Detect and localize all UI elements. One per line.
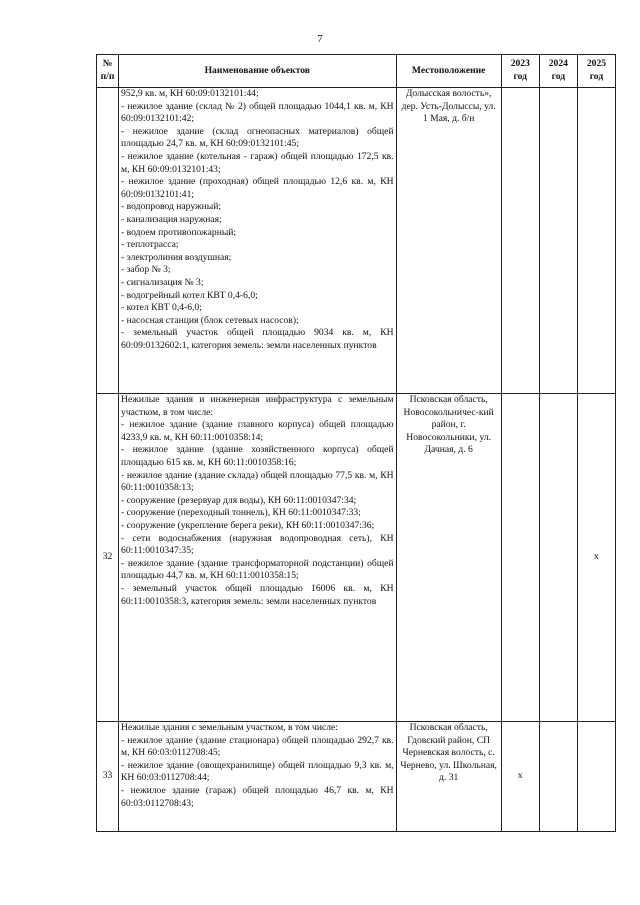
object-item: - сооружение (переходный тоннель), КН 60:11:0010347:33; bbox=[121, 507, 361, 519]
object-item: - котел КВТ 0,4-6,0; bbox=[121, 302, 202, 314]
table-row bbox=[97, 394, 616, 722]
object-item: - канализация наружная; bbox=[121, 213, 222, 225]
row-2023 bbox=[501, 394, 539, 722]
row-objects bbox=[119, 722, 397, 832]
object-item: - сети водоснабжения (наружная водопроводная сеть), КН 60:11:0010347:35; bbox=[121, 532, 394, 557]
row-num: 33 bbox=[97, 722, 119, 832]
row-2024 bbox=[539, 722, 577, 832]
object-item: Нежилые здания и инженерная инфраструктура с земельным участком, в том числе: bbox=[121, 394, 394, 418]
row-2025: x bbox=[577, 394, 615, 722]
row-location: Псковская область, Гдовский район, СП Черневская волость, с. Чернево, ул. Школьная, д. 31 bbox=[396, 722, 501, 832]
object-item: - сигнализация № 3; bbox=[121, 276, 204, 288]
header-2023: 2023 год bbox=[501, 55, 539, 88]
object-item: - нежилое здание (здание склада) общей площадью 77,5 кв. м, КН 60:11:0010358:13; bbox=[121, 469, 394, 494]
row-2023 bbox=[501, 88, 539, 394]
object-item: - нежилое здание (склад № 2) общей площадью 1044,1 кв. м, КН 60:09:0132101:42; bbox=[121, 100, 394, 125]
object-item: - сооружение (резервуар для воды), КН 60:11:0010347:34; bbox=[121, 494, 357, 506]
object-item: - земельный участок общей площадью 16006 кв. м, КН 60:11:0010358:3, категория земель: земли населенных пунктов bbox=[121, 582, 394, 607]
object-item: - нежилое здание (здание трансформаторной подстанции) общей площадью 44,7 кв. м, КН 60:11:0010358:15; bbox=[121, 557, 394, 582]
object-item: - водоем противопожарный; bbox=[121, 226, 237, 238]
object-item: - водопровод наружный; bbox=[121, 201, 222, 213]
header-2024: 2024 год bbox=[539, 55, 577, 88]
object-item: - нежилое здание (здание главного корпуса) общей площадью 4233,9 кв. м, КН 60:11:0010358:14; bbox=[121, 419, 394, 443]
object-item: 952,9 кв. м, КН 60:09:0132101:44; bbox=[121, 88, 259, 99]
object-item: - нежилое здание (овощехранилище) общей площадью 9,3 кв. м, КН 60:03:0112708:44; bbox=[121, 759, 394, 784]
object-item: Нежилые здания с земельным участком, в том числе: bbox=[121, 722, 338, 733]
header-location: Местоположение bbox=[396, 55, 501, 88]
row-2025 bbox=[577, 88, 615, 394]
object-item: - электролиния воздушная; bbox=[121, 251, 232, 263]
table-header-row bbox=[97, 55, 616, 88]
row-objects bbox=[119, 88, 397, 394]
object-item: - нежилое здание (здание хозяйственного корпуса) общей площадью 615 кв. м, КН 60:11:0010358:16; bbox=[121, 444, 394, 468]
object-item: - нежилое здание (гараж) общей площадью 46,7 кв. м, КН 60:03:0112708:43; bbox=[121, 784, 394, 809]
object-item: - сооружение (укрепление берега реки), КН 60:11:0010347:36; bbox=[121, 519, 375, 531]
row-objects bbox=[119, 394, 397, 722]
row-location: Долысская волость», дер. Усть-Долыссы, ул. 1 Мая, д. б/н bbox=[396, 88, 501, 394]
row-2023: x bbox=[501, 722, 539, 832]
row-2024 bbox=[539, 394, 577, 722]
object-item: - нежилое здание (склад огнеопасных материалов) общей площадью 24,7 кв. м, КН 60:09:0132101:45; bbox=[121, 125, 394, 150]
object-item: - забор № 3; bbox=[121, 264, 171, 276]
page-number: 7 bbox=[317, 33, 323, 45]
header-name: Наименование объектов bbox=[119, 55, 397, 88]
table-row bbox=[97, 88, 616, 394]
row-2024 bbox=[539, 88, 577, 394]
header-2025: 2025 год bbox=[577, 55, 615, 88]
object-item: - земельный участок общей площадью 9034 кв. м, КН 60:09:0132602:1, категория земель: земли населенных пунктов bbox=[121, 327, 394, 351]
row-2025 bbox=[577, 722, 615, 832]
object-item: - теплотрасса; bbox=[121, 239, 179, 251]
header-num: № п/п bbox=[97, 55, 119, 88]
row-location: Псковская область, Новосокольничес-кий район, г. Новосокольники, ул. Дачная, д. 6 bbox=[396, 394, 501, 722]
table-row bbox=[97, 722, 616, 832]
object-item: - водогрейный котел КВТ 0,4-6,0; bbox=[121, 289, 258, 301]
object-item: - нежилое здание (котельная - гараж) общей площадью 172,5 кв. м, КН 60:09:0132101:43; bbox=[121, 150, 394, 175]
objects-table bbox=[96, 54, 616, 832]
row-num: 32 bbox=[97, 394, 119, 722]
object-item: - насосная станция (блок сетевых насосов); bbox=[121, 314, 299, 326]
row-num bbox=[97, 88, 119, 394]
object-item: - нежилое здание (здание стационара) общей площадью 292,7 кв. м, КН 60:03:0112708:45; bbox=[121, 734, 394, 759]
object-item: - нежилое здание (проходная) общей площадью 12,6 кв. м, КН 60:09:0132101:41; bbox=[121, 176, 394, 200]
